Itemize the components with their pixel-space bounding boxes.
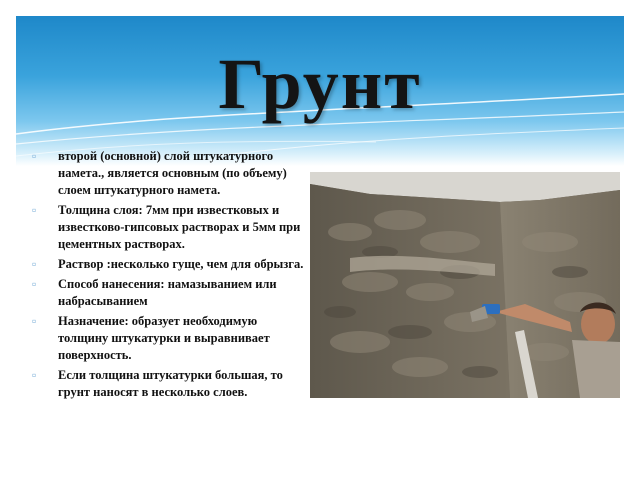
square-bullet-icon: ▫ xyxy=(32,277,37,291)
plastering-wall-photo xyxy=(310,172,620,398)
list-item xyxy=(28,256,308,273)
list-item xyxy=(28,313,308,364)
list-item-text: Назначение: образует необходимую толщину штукатурки и выравнивает поверхность. xyxy=(58,314,270,362)
square-bullet-icon: ▫ xyxy=(32,257,37,271)
bullet-list-container xyxy=(28,148,308,404)
list-item-text: Если толщина штукатурки большая, то грунт наносят в несколько слоев. xyxy=(58,368,283,399)
square-bullet-icon: ▫ xyxy=(32,368,37,382)
bullet-list xyxy=(28,148,308,401)
list-item xyxy=(28,276,308,310)
list-item-text: второй (основной) слой штукатурного намета., является основным (по объему) слоем штукатурного намета. xyxy=(58,149,287,197)
list-item xyxy=(28,202,308,253)
square-bullet-icon: ▫ xyxy=(32,149,37,163)
square-bullet-icon: ▫ xyxy=(32,314,37,328)
slide-title: Грунт xyxy=(218,44,422,124)
list-item-text: Толщина слоя: 7мм при известковых и известково-гипсовых растворах и 5мм при цементных растворах. xyxy=(58,203,301,251)
list-item-text: Способ нанесения: намазыванием или набрасыванием xyxy=(58,277,277,308)
list-item xyxy=(28,367,308,401)
plastering-wall-illustration xyxy=(310,172,620,398)
list-item-text: Раствор :несколько гуще, чем для обрызга. xyxy=(58,257,304,271)
square-bullet-icon: ▫ xyxy=(32,203,37,217)
list-item xyxy=(28,148,308,199)
